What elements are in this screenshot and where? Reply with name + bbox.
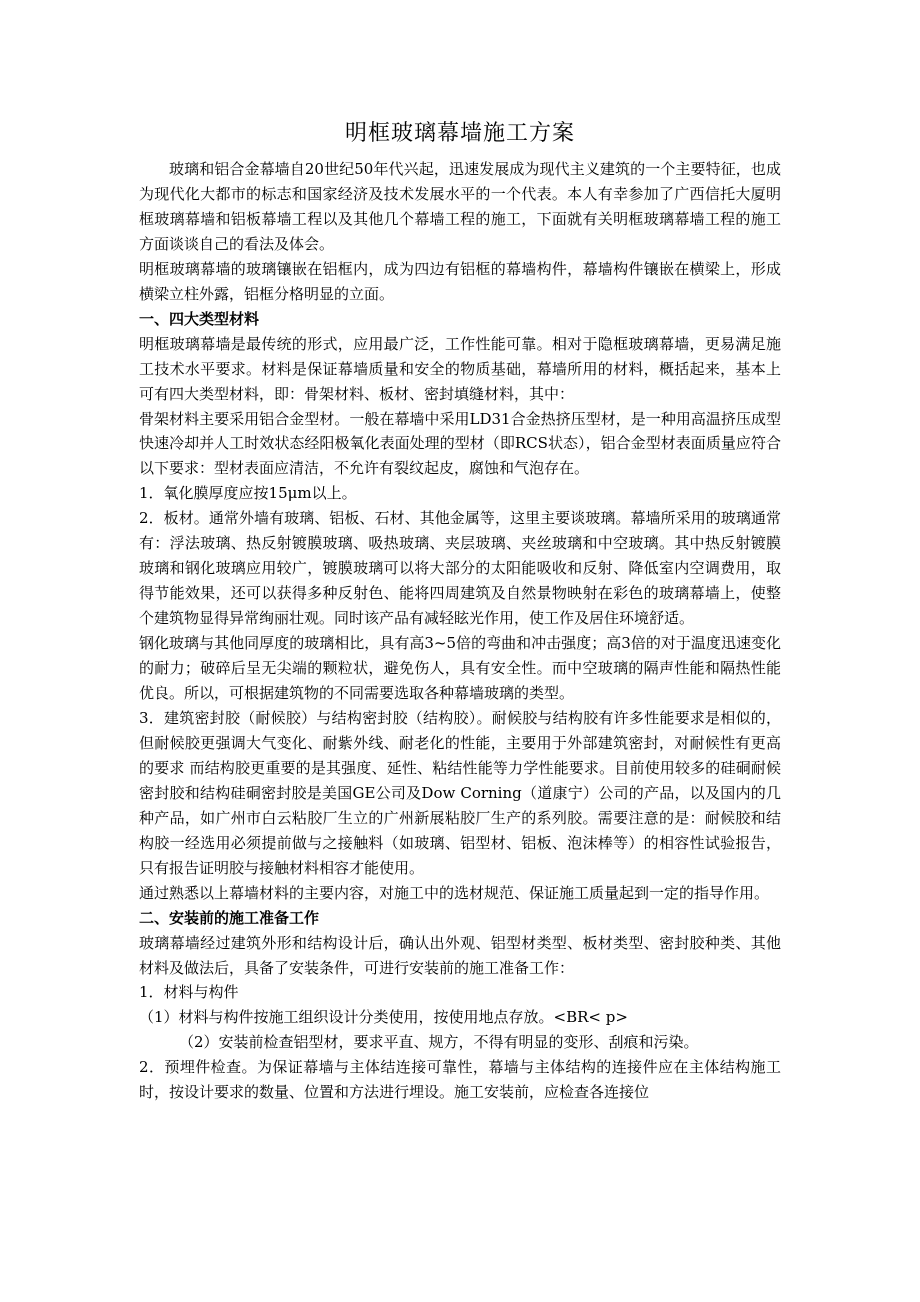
section-heading: 二、安装前的施工准备工作: [139, 908, 320, 927]
document-body: [139, 157, 781, 1105]
list-item: 2．板材。通常外墙有玻璃、铝板、石材、其他金属等，这里主要谈玻璃。幕墙所采用的玻璃通常有：浮法玻璃、热反射镀膜玻璃、吸热玻璃、夹层玻璃、夹丝玻璃和中空玻璃。其中热反射镀膜玻璃和钢化玻璃应用较广，镀膜玻璃可以将大部分的太阳能吸收和反射、降低室内空调费用，取得节能效果，还可以获得多种反射色、能将四周建筑及自然景物映射在彩色的玻璃幕墙上，使整个建筑物显得异常绚丽壮观。同时该产品有减轻眩光作用，使工作及居住环境舒适。: [139, 509, 781, 628]
list-item: 1．材料与构件: [139, 983, 239, 1002]
paragraph: 通过熟悉以上幕墙材料的主要内容，对施工中的选材规范、保证施工质量起到一定的指导作用。: [139, 883, 770, 902]
sub-list-item: （1）材料与构件按施工组织设计分类使用，按使用地点存放。<BR< p>: [139, 1008, 628, 1027]
list-item: 2．预埋件检查。为保证幕墙与主体结连接可靠性，幕墙与主体结构的连接件应在主体结构施工时，按设计要求的数量、位置和方法进行埋设。施工安装前，应检查各连接位: [139, 1058, 781, 1102]
sub-list-item: （2）安装前检查铝型材，要求平直、规方，不得有明显的变形、刮痕和污染。: [179, 1033, 699, 1052]
paragraph: 钢化玻璃与其他同厚度的玻璃相比，具有高3~5倍的弯曲和冲击强度；高3倍的对于温度迅速变化的耐力；破碎后呈无尖端的颗粒状，避免伤人，具有安全性。而中空玻璃的隔声性能和隔热性能优良。所以，可根据建筑物的不同需要选取各种幕墙玻璃的类型。: [139, 634, 781, 703]
paragraph: 骨架材料主要采用铝合金型材。一般在幕墙中采用LD31合金热挤压型材，是一种用高温挤压成型快速冷却并人工时效状态经阳极氧化表面处理的型材（即RCS状态），铝合金型材表面质量应符合以下要求：型材表面应清洁，不允许有裂纹起皮，腐蚀和气泡存在。: [139, 409, 781, 478]
section-heading: 一、四大类型材料: [139, 309, 260, 328]
list-item: 3．建筑密封胶（耐候胶）与结构密封胶（结构胶）。耐候胶与结构胶有许多性能要求是相似的，但耐候胶更强调大气变化、耐紫外线、耐老化的性能，主要用于外部建筑密封，对耐候性有更高的要求 而结构胶更重要的是其强度、延性、粘结性能等力学性能要求。目前使用较多的硅硐耐候密封胶和结构硅硐密封胶是美国GE公司及Dow Corning（道康宁）公司的产品，以及国内的几种产品，如广州市白云粘胶厂生立的广州新展粘胶厂生产的系列胶。需要注意的是：耐候胶和结构胶一经选用必须提前做与之接触料（如玻璃、铝型材、铝板、泡沫棒等）的相容性试验报告，只有报告证明胶与接触材料相容才能使用。: [139, 708, 781, 877]
list-item: 1．氧化膜厚度应按15μm以上。: [139, 484, 357, 503]
paragraph: 明框玻璃幕墙是最传统的形式，应用最广泛，工作性能可靠。相对于隐框玻璃幕墙，更易满足施工技术水平要求。材料是保证幕墙质量和安全的物质基础，幕墙所用的材料，概括起来，基本上可有四大类型材料，即：骨架材料、板材、密封填缝材料，其中：: [139, 334, 781, 403]
page-title: 明框玻璃幕墙施工方案: [344, 121, 575, 146]
paragraph-intro: 玻璃和铝合金幕墙自20世纪50年代兴起，迅速发展成为现代主义建筑的一个主要特征，也成为现代化大都市的标志和国家经济及技术发展水平的一个代表。本人有幸参加了广西信托大厦明框玻璃幕墙和铝板幕墙工程以及其他几个幕墙工程的施工，下面就有关明框玻璃幕墙工程的施工方面谈谈自己的看法及体会。: [139, 160, 781, 253]
paragraph: 玻璃幕墙经过建筑外形和结构设计后，确认出外观、铝型材类型、板材类型、密封胶种类、其他材料及做法后，具备了安装条件，可进行安装前的施工准备工作：: [139, 933, 781, 977]
paragraph: 明框玻璃幕墙的玻璃镶嵌在铝框内，成为四边有铝框的幕墙构件，幕墙构件镶嵌在横梁上，形成横梁立柱外露，铝框分格明显的立面。: [139, 259, 781, 303]
